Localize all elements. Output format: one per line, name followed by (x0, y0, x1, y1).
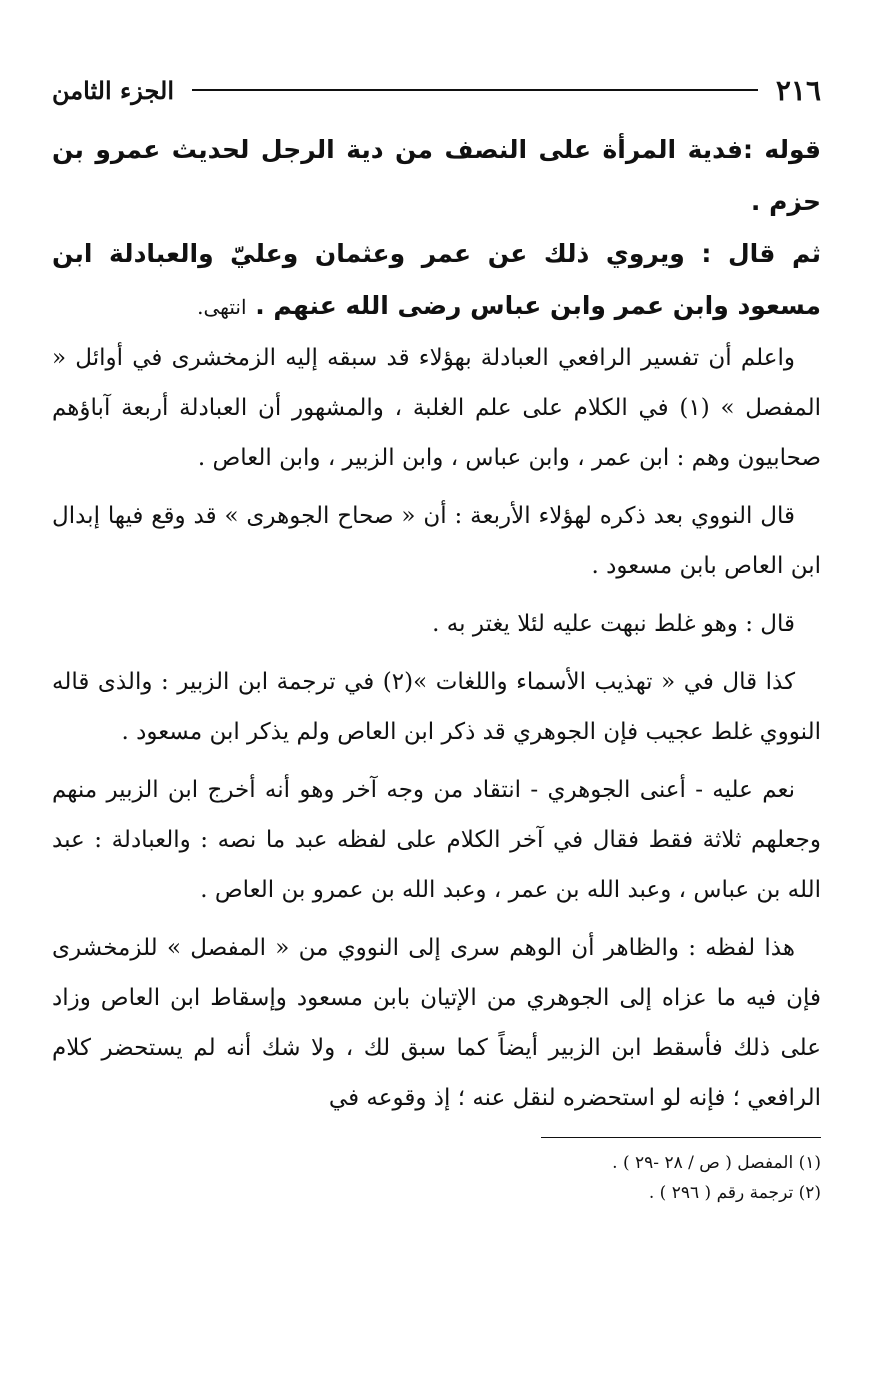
footnote: (١) المفصل ( ص / ٢٨ -٢٩ ) . (612, 1153, 821, 1173)
end-quote-marker: انتهى. (197, 295, 247, 319)
paragraph: قال : وهو غلط نبهت عليه لئلا يغتر به . (432, 611, 795, 637)
paragraph: قال النووي بعد ذكره لهؤلاء الأربعة : أن « صحاح الجوهرى » قد وقع فيها إبدال ابن العاص بابن مسعود . (52, 503, 821, 579)
quoted-line-text: ثم قال : ويروي ذلك عن عمر وعثمان وعليّ والعبادلة ابن مسعود وابن عمر وابن عباس رضى الله عنهم . (52, 239, 821, 320)
quoted-line (52, 228, 821, 333)
footnote-rule (541, 1137, 821, 1138)
page-number: ٢١٦ (775, 73, 821, 107)
quoted-line: قوله :فدية المرأة على النصف من دية الرجل لحديث عمرو بن حزم . (52, 135, 821, 216)
volume-title: الجزء الثامن (52, 75, 175, 105)
body-text (52, 124, 821, 1208)
header-rule (192, 89, 758, 91)
paragraph: كذا قال في « تهذيب الأسماء واللغات »(٢) في ترجمة ابن الزبير : والذى قاله النووي غلط عجيب فإن الجوهري قد ذكر ابن العاص ولم يذكر ابن مسعود . (52, 669, 821, 745)
paragraph: نعم عليه - أعنى الجوهري - انتقاد من وجه آخر وهو أنه أخرج ابن الزبير منهم وجعلهم ثلاثة فقط فقال في آخر الكلام على لفظه عبد ما نصه : والعبادلة : عبد الله بن عباس ، وعبد الله بن عمر ، وعبد الله بن عمرو بن العاص . (52, 777, 821, 903)
paragraph: واعلم أن تفسير الرافعي العبادلة بهؤلاء قد سبقه إليه الزمخشرى في أوائل « المفصل » (١) في الكلام على علم الغلبة ، والمشهور أن العبادلة أربعة آباؤهم صحابيون وهم : ابن عمر ، وابن عباس ، وابن الزبير ، وابن العاص . (52, 345, 821, 471)
footnote: (٢) ترجمة رقم ( ٢٩٦ ) . (648, 1183, 821, 1203)
paragraph: هذا لفظه : والظاهر أن الوهم سرى إلى النووي من « المفصل » للزمخشرى فإن فيه ما عزاه إلى الجوهري من الإتيان بابن مسعود وإسقاط ابن العاص وزاد على ذلك فأسقط ابن الزبير أيضاً كما سبق لك ، ولا شك أنه لم يستحضر كلام الرافعي ؛ فإنه لو استحضره لنقل عنه ؛ إذ وقوعه في (52, 935, 821, 1111)
running-header (52, 70, 821, 110)
